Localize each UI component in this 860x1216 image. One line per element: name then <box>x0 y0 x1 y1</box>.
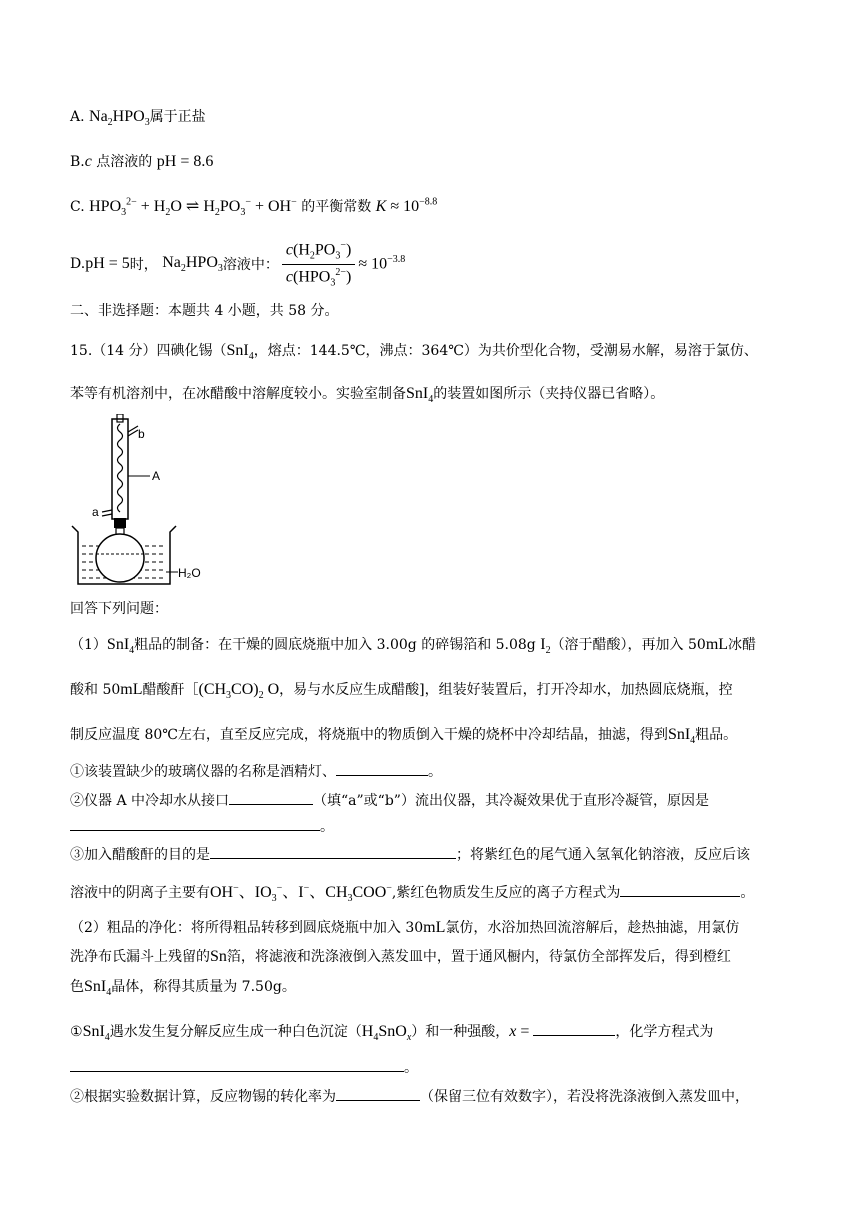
question-2-2: ②根据实验数据计算，反应物锡的转化率为 （保留三位有效数字），若没将洗涤液倒入蒸发皿中， <box>70 1086 749 1106</box>
q15-intro-line1: 15.（14 分）四碘化锡（SnI$_4$，熔点：144.5℃，沸点：364℃）为共价型化合物，受潮易水解，易溶于氯仿、 <box>70 342 758 363</box>
question-1-3: ③加入醋酸酐的目的是 ；将紫红色的尾气通入氢氧化钠溶液，反应后该 <box>70 844 750 864</box>
answer-blank[interactable] <box>210 844 456 859</box>
answer-blank[interactable] <box>336 1086 420 1101</box>
answer-blank[interactable] <box>336 761 428 776</box>
question-1-3-cont: 溶液中的阴离子主要有OH−、$IO_3^-$、I−、$CH_3COO^-$,紫红色物质发生反应的离子方程式为 。 <box>70 882 755 905</box>
apparatus-figure <box>70 414 210 590</box>
answer-prompt: 回答下列问题： <box>70 601 168 617</box>
part1-line1: （1）SnI$_4$粗品的制备：在干燥的圆底烧瓶中加入 3.00g 的碎锡箔和 5.08g $I_2$（溶于醋酸），再加入 50mL冰醋 <box>70 636 757 657</box>
label-b: b <box>138 427 145 441</box>
q15-intro-line2: 苯等有机溶剂中，在冰醋酸中溶解度较小。实验室制备SnI$_4$的装置如图所示（夹持仪器已省略）。 <box>70 385 665 406</box>
question-1-2: ②仪器 A 中冷却水从接口 （填“a”或“b”）流出仪器，其冷凝效果优于直形冷凝管，原因是 <box>70 790 709 810</box>
label-a: a <box>92 505 99 519</box>
part1-line2: 酸和 50mL醋酸酐$[(CH_3CO)_2$ O，易与水反应生成醋酸]，组装好装置后，打开冷却水，加热圆底烧瓶，控 <box>70 681 733 702</box>
label-A: A <box>152 469 161 483</box>
ratio-fraction: $\frac{c(H_2PO_3^-)}{c(HPO_3^{2-})}$ <box>282 240 355 288</box>
question-2-1: ①SnI$_4$遇水发生复分解反应生成一种白色沉淀$(H_4SnO_x)$和一种强酸，x = ，化学方程式为 <box>70 1023 714 1044</box>
question-1-1: ①该装置缺少的玻璃仪器的名称是酒精灯、 。 <box>70 761 442 781</box>
answer-blank[interactable] <box>70 816 320 831</box>
part2-line1: （2）粗品的净化：将所得粗品转移到圆底烧瓶中加入 30mL氯仿，水浴加热回流溶解后，趁热抽滤，用氯仿 <box>70 919 740 936</box>
answer-blank[interactable] <box>620 882 740 897</box>
answer-blank[interactable] <box>533 1021 615 1036</box>
section-title: 二、非选择题：本题共 4 小题，共 58 分。 <box>70 303 339 319</box>
option-c: C. $HPO_3^{2-} + H_2O$ ⇌ $H_2PO_3^- + OH^-$ 的平衡常数 $K \approx 10^{-8.8}$ <box>70 196 438 219</box>
part2-line2: 洗净布氏漏斗上残留的Sn箔，将滤液和洗涤液倒入蒸发皿中，置于通风橱内，待氯仿全部挥发后，得到橙红 <box>70 948 731 965</box>
part2-line3: 色SnI$_4$晶体，称得其质量为 7.50g。 <box>70 978 296 999</box>
label-water: H₂O <box>178 566 201 580</box>
answer-blank[interactable] <box>70 1057 404 1072</box>
option-b: B.c 点溶液的 pH = 8.6 <box>70 153 214 170</box>
option-a: A. $Na_2HPO_3$属于正盐 <box>70 108 206 129</box>
part1-line3: 制反应温度 80℃左右，直至反应完成，将烧瓶中的物质倒入干燥的烧杯中冷却结晶，抽滤，得到SnI$_4$粗品。 <box>70 726 738 747</box>
answer-blank[interactable] <box>229 790 313 805</box>
option-d: D. pH = 5 时， $Na_2HPO_3$ 溶液中： $\frac{c(H_2PO_3^-)}{c(HPO_3^{2-})}$ ≈ $10^{-3.8}$ <box>70 239 406 289</box>
question-2-1-cont: 。 <box>70 1057 418 1077</box>
question-1-2-cont: 。 <box>70 816 334 836</box>
